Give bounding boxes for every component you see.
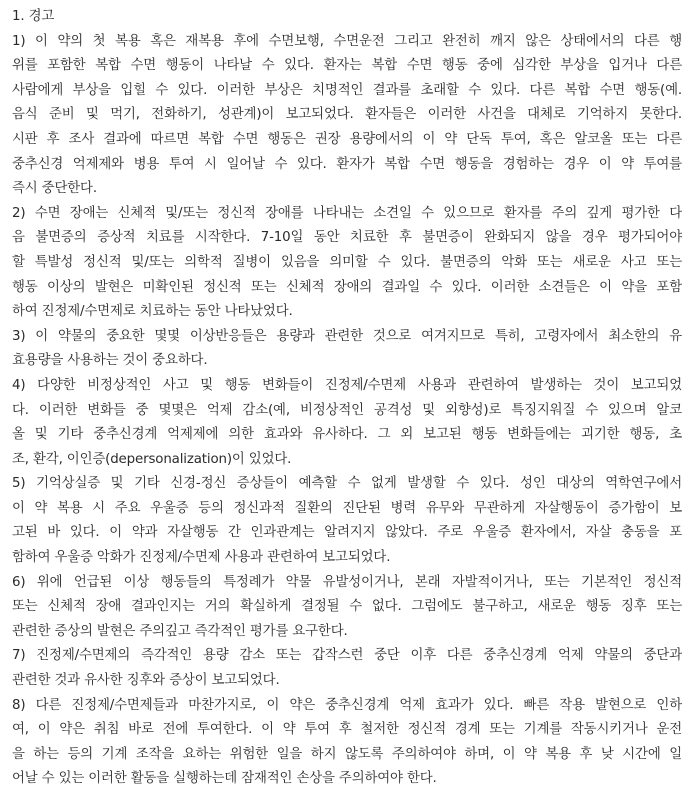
paragraph-line: 조, 환각, 이인증(depersonalization)이 있었다. [12,451,292,467]
paragraph-line: 시판 후 조사 결과에 따르면 복합 수면 행동은 권장 용량에서의 이 약 단독 투여, 혹은 알코올 또는 다른 [12,131,682,147]
paragraph-line: 여, 이 약은 취침 바로 전에 투여한다. 이 약 투여 후 철저한 정신적 경계 또는 기계를 작동시키거나 운전 [12,722,682,738]
paragraph-line: 6) 위에 언급된 이상 행동들의 특정례가 약물 유발성이거나, 본래 자발적이거나, 또는 기본적인 정신적 [12,574,682,590]
paragraph-line: 행동 이상의 발현은 미확인된 정신적 또는 신체적 장애의 결과일 수 있다. 이러한 소견들은 이 약을 포함 [12,279,682,295]
paragraph-line: 함하여 우울증 악화가 진정제/수면제 사용과 관련하여 보고되었다. [12,550,391,566]
warning-item-5 [12,472,682,570]
paragraph-line: 2) 수면 장애는 신체적 및/또는 정신적 장애를 나타내는 소견일 수 있으므로 환자를 주의 깊게 평가한 다 [12,205,682,221]
paragraph-line: 을 하는 등의 기계 조작을 요하는 위험한 일을 하지 않도록 주의하여야 하며, 이 약 복용 후 낮 시간에 일 [12,746,682,762]
paragraph-line: 어날 수 있는 이러한 활동을 실행하는데 잠재적인 손상을 주의하여야 한다. [12,771,437,787]
paragraph-line: 음식 준비 및 먹기, 전화하기, 성관계)이 보고되었다. 환자들은 이러한 사건을 대체로 기억하지 못한다. [12,107,682,123]
paragraph-line: 4) 다양한 비정상적인 사고 및 행동 변화들이 진정제/수면제 사용과 관련하여 발생하는 것이 보고되었 [12,377,682,393]
warning-sections [12,30,682,792]
paragraph-line: 다. 이러한 변화들 중 몇몇은 억제 감소(예, 비정상적인 공격성 및 외향성)로 특징지워질 수 있으며 알코 [12,402,682,418]
paragraph-line: 또는 신체적 장애 결과인지는 거의 확실하게 결정될 수 없다. 그럼에도 불구하고, 새로운 행동 징후 또는 [12,599,682,615]
warning-item-8 [12,694,682,792]
paragraph-line: 할 특발성 정신적 및/또는 의학적 질병이 있음을 의미할 수 있다. 불면증의 악화 또는 새로운 사고 또는 [12,254,682,270]
paragraph-line: 위를 포함한 복합 수면 행동이 나타날 수 있다. 환자는 복합 수면 행동 중에 심각한 부상을 입거나 다른 [12,58,682,74]
warning-item-3 [12,325,682,374]
warning-item-4 [12,374,682,472]
section-heading: 1. 경고 [12,9,55,24]
warning-item-6 [12,571,682,645]
paragraph-line: 1) 이 약의 첫 복용 혹은 재복용 후에 수면보행, 수면운전 그리고 완전히 깨지 않은 상태에서의 다른 행 [12,33,682,49]
paragraph-line: 올 및 기타 중추신경계 억제제에 의한 효과와 유사하다. 그 외 보고된 행동 변화들에는 괴기한 행동, 초 [12,427,682,443]
paragraph-line: 5) 기억상실증 및 기타 신경-정신 증상들이 예측할 수 없게 발생할 수 있다. 성인 대상의 역학연구에서 [12,476,682,492]
warning-item-2 [12,202,682,325]
paragraph-line: 중추신경 억제제와 병용 투여 시 일어날 수 있다. 환자가 복합 수면 행동을 경험하는 경우 이 약 투여를 [12,156,682,172]
paragraph-line: 즉시 중단한다. [12,181,97,197]
warning-item-1 [12,30,682,202]
paragraph-line: 이 약 복용 시 주요 우울증 등의 정신과적 질환의 진단된 병력 유무와 무관하게 자살행동이 증가함이 보 [12,500,682,516]
paragraph-line: 고된 바 있다. 이 약과 자살행동 간 인과관계는 알려지지 않았다. 주로 우울증 환자에서, 자살 충동을 포 [12,525,682,541]
paragraph-line: 관련한 것과 유사한 징후와 증상이 보고되었다. [12,673,280,689]
paragraph-line: 관련한 증상의 발현은 주의깊고 즉각적인 평가를 요구한다. [12,623,348,639]
paragraph-line: 8) 다른 진정제/수면제들과 마찬가지로, 이 약은 중추신경계 억제 효과가 있다. 빠른 작용 발현으로 인하 [12,697,682,713]
paragraph-line: 하여 진정제/수면제로 치료하는 동안 나타났었다. [12,304,293,320]
paragraph-line: 3) 이 약물의 중요한 몇몇 이상반응들은 용량과 관련한 것으로 여겨지므로 특히, 고령자에서 최소한의 유 [12,328,682,344]
paragraph-line: 7) 진정제/수면제의 즉각적인 용량 감소 또는 갑작스런 중단 이후 다른 중추신경계 억제 약물의 중단과 [12,648,682,664]
paragraph-line: 사람에게 부상을 입힐 수 있다. 이러한 부상은 치명적인 결과를 초래할 수 있다. 다른 복합 수면 행동(예. [12,82,682,98]
paragraph-line: 음 불면증의 증상적 치료를 시작한다. 7-10일 동안 치료한 후 불면증이 완화되지 않을 경우 평가되어야 [12,230,682,246]
warning-item-7 [12,644,682,693]
paragraph-line: 효용량을 사용하는 것이 중요하다. [12,353,208,369]
